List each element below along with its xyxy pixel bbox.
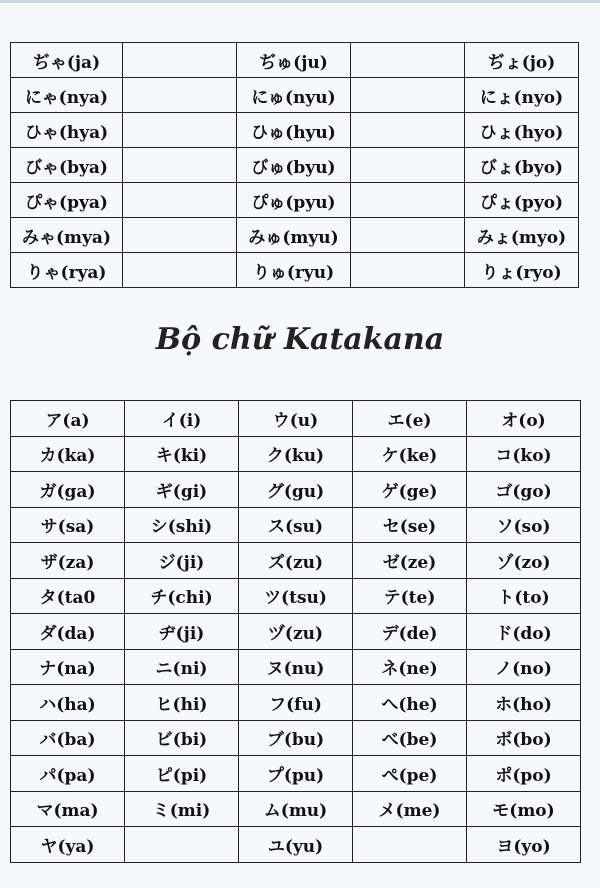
table-cell: ぢゅ(ju) xyxy=(237,43,351,78)
youon-table-body xyxy=(11,43,579,288)
table-cell: ブ(bu) xyxy=(239,720,353,756)
table-cell xyxy=(123,218,237,253)
top-border-line xyxy=(0,0,600,3)
table-cell: ヌ(nu) xyxy=(239,649,353,685)
table-cell: ゲ(ge) xyxy=(353,472,467,508)
table-cell: ト(to) xyxy=(467,578,581,614)
table-row xyxy=(11,827,581,863)
table-cell: ス(su) xyxy=(239,507,353,543)
table-row xyxy=(11,578,581,614)
katakana-table-body xyxy=(11,401,581,863)
table-cell: みゃ(mya) xyxy=(11,218,123,253)
table-cell: ヨ(yo) xyxy=(467,827,581,863)
table-cell: びゃ(bya) xyxy=(11,148,123,183)
table-cell: プ(pu) xyxy=(239,756,353,792)
table-cell: ミ(mi) xyxy=(125,791,239,827)
table-cell: ヒ(hi) xyxy=(125,685,239,721)
table-row xyxy=(11,183,579,218)
table-cell: コ(ko) xyxy=(467,436,581,472)
table-cell: ギ(gi) xyxy=(125,472,239,508)
table-cell: ぴゅ(pyu) xyxy=(237,183,351,218)
table-cell: ジ(ji) xyxy=(125,543,239,579)
table-cell: ザ(za) xyxy=(11,543,125,579)
table-cell: テ(te) xyxy=(353,578,467,614)
table-cell xyxy=(351,78,465,113)
table-cell xyxy=(123,148,237,183)
table-cell xyxy=(351,218,465,253)
table-cell: ヤ(ya) xyxy=(11,827,125,863)
table-cell: りゃ(rya) xyxy=(11,253,123,288)
table-cell: にゅ(nyu) xyxy=(237,78,351,113)
table-cell: ひゅ(hyu) xyxy=(237,113,351,148)
table-cell: ゼ(ze) xyxy=(353,543,467,579)
table-cell: ヂ(ji) xyxy=(125,614,239,650)
table-cell: ひゃ(hya) xyxy=(11,113,123,148)
table-cell: へ(he) xyxy=(353,685,467,721)
table-cell: ゾ(zo) xyxy=(467,543,581,579)
table-cell: びょ(byo) xyxy=(465,148,579,183)
table-cell: ガ(ga) xyxy=(11,472,125,508)
table-row xyxy=(11,218,579,253)
table-cell: イ(i) xyxy=(125,401,239,437)
table-cell: ぴょ(pyo) xyxy=(465,183,579,218)
table-cell: びゅ(byu) xyxy=(237,148,351,183)
section-title: Bộ chữ Katakana xyxy=(155,322,445,357)
table-row xyxy=(11,401,581,437)
table-cell: ピ(pi) xyxy=(125,756,239,792)
table-row xyxy=(11,756,581,792)
table-cell: ネ(ne) xyxy=(353,649,467,685)
table-cell xyxy=(351,113,465,148)
table-cell xyxy=(123,183,237,218)
table-cell: ズ(zu) xyxy=(239,543,353,579)
table-cell xyxy=(125,827,239,863)
table-cell: ノ(no) xyxy=(467,649,581,685)
table-cell: セ(se) xyxy=(353,507,467,543)
table-row xyxy=(11,472,581,508)
table-row xyxy=(11,791,581,827)
table-cell: ぢゃ(ja) xyxy=(11,43,123,78)
table-cell: ヅ(zu) xyxy=(239,614,353,650)
table-cell: チ(chi) xyxy=(125,578,239,614)
table-cell: エ(e) xyxy=(353,401,467,437)
table-cell: シ(shi) xyxy=(125,507,239,543)
table-row xyxy=(11,78,579,113)
table-cell: カ(ka) xyxy=(11,436,125,472)
table-cell: バ(ba) xyxy=(11,720,125,756)
table-cell: ぺ(pe) xyxy=(353,756,467,792)
table-cell: ユ(yu) xyxy=(239,827,353,863)
table-row xyxy=(11,649,581,685)
table-cell: みょ(myo) xyxy=(465,218,579,253)
table-cell: マ(ma) xyxy=(11,791,125,827)
table-cell: べ(be) xyxy=(353,720,467,756)
katakana-table xyxy=(10,400,581,863)
table-cell: キ(ki) xyxy=(125,436,239,472)
table-row xyxy=(11,507,581,543)
table-cell: りょ(ryo) xyxy=(465,253,579,288)
table-row xyxy=(11,685,581,721)
table-row xyxy=(11,113,579,148)
table-cell: オ(o) xyxy=(467,401,581,437)
table-cell xyxy=(351,148,465,183)
table-row xyxy=(11,614,581,650)
table-cell xyxy=(351,183,465,218)
table-cell: ソ(so) xyxy=(467,507,581,543)
table-cell: ニ(ni) xyxy=(125,649,239,685)
table-cell xyxy=(123,113,237,148)
table-cell xyxy=(123,43,237,78)
table-cell: ポ(po) xyxy=(467,756,581,792)
table-cell: ゴ(go) xyxy=(467,472,581,508)
table-cell: デ(de) xyxy=(353,614,467,650)
table-cell: パ(pa) xyxy=(11,756,125,792)
table-row xyxy=(11,43,579,78)
table-cell: モ(mo) xyxy=(467,791,581,827)
table-cell xyxy=(123,78,237,113)
table-cell xyxy=(351,253,465,288)
table-cell: タ(ta0 xyxy=(11,578,125,614)
table-cell: フ(fu) xyxy=(239,685,353,721)
table-cell xyxy=(351,43,465,78)
table-cell: にゃ(nya) xyxy=(11,78,123,113)
table-row xyxy=(11,253,579,288)
table-cell xyxy=(123,253,237,288)
table-cell: ナ(na) xyxy=(11,649,125,685)
table-row xyxy=(11,148,579,183)
table-cell: ぴゃ(pya) xyxy=(11,183,123,218)
table-cell: ハ(ha) xyxy=(11,685,125,721)
table-cell: ア(a) xyxy=(11,401,125,437)
table-cell: ダ(da) xyxy=(11,614,125,650)
table-cell: メ(me) xyxy=(353,791,467,827)
table-row xyxy=(11,436,581,472)
table-row xyxy=(11,720,581,756)
table-cell: ひょ(hyo) xyxy=(465,113,579,148)
youon-table xyxy=(10,42,579,288)
table-cell: サ(sa) xyxy=(11,507,125,543)
table-cell: ぢょ(jo) xyxy=(465,43,579,78)
table-cell: ム(mu) xyxy=(239,791,353,827)
table-cell: ツ(tsu) xyxy=(239,578,353,614)
table-cell: ホ(ho) xyxy=(467,685,581,721)
table-cell xyxy=(353,827,467,863)
table-cell: ボ(bo) xyxy=(467,720,581,756)
table-cell: にょ(nyo) xyxy=(465,78,579,113)
table-cell: ド(do) xyxy=(467,614,581,650)
table-cell: ウ(u) xyxy=(239,401,353,437)
table-cell: ク(ku) xyxy=(239,436,353,472)
table-cell: ビ(bi) xyxy=(125,720,239,756)
table-row xyxy=(11,543,581,579)
table-cell: グ(gu) xyxy=(239,472,353,508)
table-cell: りゅ(ryu) xyxy=(237,253,351,288)
table-cell: ケ(ke) xyxy=(353,436,467,472)
table-cell: みゅ(myu) xyxy=(237,218,351,253)
